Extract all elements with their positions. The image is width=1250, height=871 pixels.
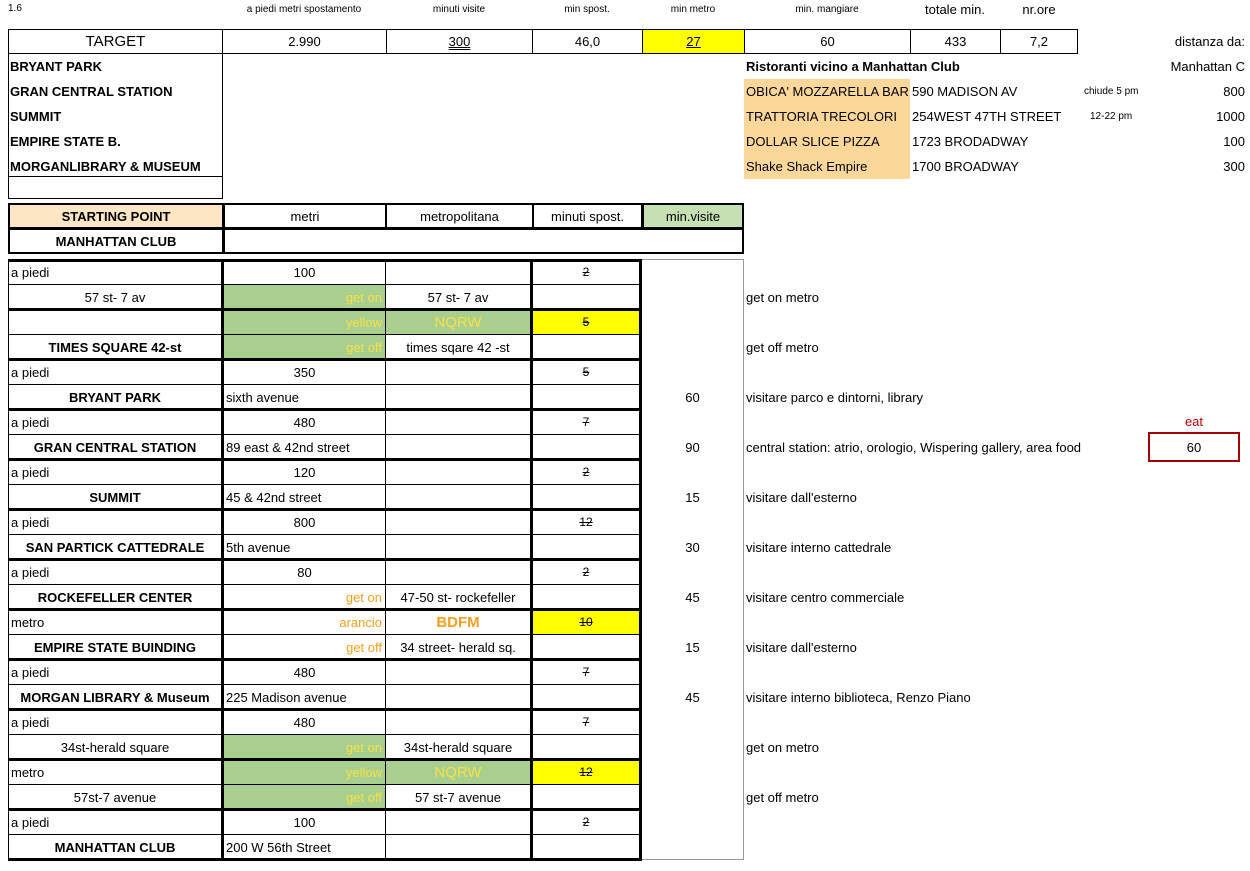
route-cell-a: BRYANT PARK xyxy=(8,385,224,410)
route-cell-d xyxy=(533,485,642,510)
route-cell-e xyxy=(642,710,744,735)
corner-label: 1.6 xyxy=(8,3,22,14)
target-visite: 300 xyxy=(386,29,533,54)
restaurant-dist: 100 xyxy=(1223,134,1245,149)
route-cell-c xyxy=(386,435,533,460)
place-item: GRAN CENTRAL STATION xyxy=(10,83,173,99)
restaurant-name: OBICA' MOZZARELLA BAR xyxy=(746,84,909,99)
restaurant-address: 590 MADISON AV xyxy=(912,84,1018,99)
route-cell-d: 5 xyxy=(533,310,642,335)
route-cell-f: visitare interno biblioteca, Renzo Piano xyxy=(746,690,971,705)
header-totale: totale min. xyxy=(925,2,985,17)
route-cell-e xyxy=(642,785,744,810)
route-cell-d: 2 xyxy=(533,260,642,285)
route-cell-b: get off xyxy=(224,335,386,360)
route-cell-f xyxy=(744,835,1144,860)
start-place-empty xyxy=(223,228,744,254)
header-metri: a piedi metri spostamento xyxy=(246,4,362,15)
eat-label: eat xyxy=(1184,413,1204,429)
route-cell-d xyxy=(533,285,642,310)
target-metri: 2.990 xyxy=(222,29,387,54)
route-cell-c xyxy=(386,685,533,710)
route-cell-a: TIMES SQUARE 42-st xyxy=(8,335,224,360)
target-spost: 46,0 xyxy=(532,29,643,54)
route-cell-c xyxy=(386,485,533,510)
route-cell-c: times sqare 42 -st xyxy=(386,335,533,360)
route-cell-b: get off xyxy=(224,635,386,660)
restaurant-name: TRATTORIA TRECOLORI xyxy=(746,109,897,124)
route-cell-b: yellow xyxy=(224,310,386,335)
route-cell-e xyxy=(642,335,744,360)
target-totale: 433 xyxy=(910,29,1001,54)
route-cell-c: 34 street- herald sq. xyxy=(386,635,533,660)
route-cell-e xyxy=(642,660,744,685)
route-cell-f: visitare dall'esterno xyxy=(746,640,857,655)
route-cell-b: 800 xyxy=(224,510,386,535)
header-mangiare: min. mangiare xyxy=(795,4,859,15)
route-cell-b: 100 xyxy=(224,810,386,835)
route-cell-c xyxy=(386,535,533,560)
place-item: SUMMIT xyxy=(10,108,62,124)
route-cell-c: NQRW xyxy=(386,760,533,785)
route-cell-e xyxy=(642,285,744,310)
route-cell-c: NQRW xyxy=(386,310,533,335)
route-cell-e xyxy=(642,260,744,285)
route-cell-f xyxy=(744,510,1144,535)
route-cell-a: MORGAN LIBRARY & Museum xyxy=(8,685,224,710)
restaurant-address: 1723 BRODADWAY xyxy=(912,134,1029,149)
target-label: TARGET xyxy=(8,29,223,54)
route-cell-f xyxy=(744,760,1144,785)
route-cell-e: 30 xyxy=(642,535,744,560)
route-cell-f xyxy=(744,410,1144,435)
restaurant-dist: 1000 xyxy=(1216,109,1245,124)
route-cell-e xyxy=(642,410,744,435)
route-cell-a: a piedi xyxy=(8,810,224,835)
route-cell-f: visitare interno cattedrale xyxy=(746,540,892,555)
route-cell-c xyxy=(386,710,533,735)
route-cell-d: 7 xyxy=(533,660,642,685)
route-cell-b: 200 W 56th Street xyxy=(224,835,386,860)
route-cell-c xyxy=(386,510,533,535)
route-cell-a: a piedi xyxy=(8,510,224,535)
route-cell-d: 2 xyxy=(533,560,642,585)
place-item: BRYANT PARK xyxy=(10,58,102,74)
route-cell-b: arancio xyxy=(224,610,386,635)
route-cell-e: 15 xyxy=(642,635,744,660)
route-cell-d xyxy=(533,635,642,660)
route-header-start: STARTING POINT xyxy=(8,203,224,229)
route-cell-d xyxy=(533,385,642,410)
header-ore: nr.ore xyxy=(1022,2,1056,17)
route-cell-c xyxy=(386,660,533,685)
route-cell-f: get on metro xyxy=(746,740,819,755)
route-cell-d xyxy=(533,735,642,760)
route-cell-c: 34st-herald square xyxy=(386,735,533,760)
route-cell-f xyxy=(744,710,1144,735)
route-cell-e: 60 xyxy=(642,385,744,410)
route-header-metro: metropolitana xyxy=(386,203,533,229)
route-cell-c xyxy=(386,410,533,435)
route-cell-f xyxy=(744,260,1144,285)
route-cell-e xyxy=(642,610,744,635)
route-cell-d: 7 xyxy=(533,710,642,735)
route-cell-b: 480 xyxy=(224,710,386,735)
route-cell-e xyxy=(642,460,744,485)
route-cell-e xyxy=(642,310,744,335)
target-ore: 7,2 xyxy=(1000,29,1078,54)
restaurant-note: chiude 5 pm xyxy=(1084,86,1139,97)
place-item: MORGANLIBRARY & MUSEUM xyxy=(10,158,201,174)
route-cell-a: a piedi xyxy=(8,410,224,435)
route-header-metri: metri xyxy=(224,203,386,229)
restaurant-address: 1700 BROADWAY xyxy=(912,159,1019,174)
route-cell-f xyxy=(744,810,1144,835)
route-cell-a: 34st-herald square xyxy=(8,735,224,760)
route-cell-b: 120 xyxy=(224,460,386,485)
route-cell-a: 57st-7 avenue xyxy=(8,785,224,810)
restaurant-note: 12-22 pm xyxy=(1090,111,1133,122)
distanza-label: distanza da: xyxy=(1174,34,1245,49)
header-visite: minuti visite xyxy=(432,4,486,15)
route-cell-a: a piedi xyxy=(8,260,224,285)
target-metro: 27 xyxy=(642,29,745,54)
restaurant-address: 254WEST 47TH STREET xyxy=(912,109,1062,124)
target-mangiare: 60 xyxy=(744,29,911,54)
route-cell-c: BDFM xyxy=(386,610,533,635)
route-cell-a: metro xyxy=(8,610,224,635)
route-cell-d xyxy=(533,685,642,710)
route-cell-a: a piedi xyxy=(8,460,224,485)
route-cell-b: get on xyxy=(224,285,386,310)
route-cell-b: 225 Madison avenue xyxy=(224,685,386,710)
route-cell-b: get on xyxy=(224,585,386,610)
route-cell-f: visitare centro commerciale xyxy=(746,590,905,605)
route-cell-f: central station: atrio, orologio, Wispering gallery, area food xyxy=(746,440,1082,455)
route-cell-c: 47-50 st- rockefeller xyxy=(386,585,533,610)
route-cell-e: 15 xyxy=(642,485,744,510)
route-cell-a: a piedi xyxy=(8,560,224,585)
route-cell-b: 89 east & 42nd street xyxy=(224,435,386,460)
route-cell-b: get on xyxy=(224,735,386,760)
route-cell-d xyxy=(533,785,642,810)
route-cell-d xyxy=(533,835,642,860)
route-cell-f: visitare dall'esterno xyxy=(746,490,857,505)
route-cell-b: 480 xyxy=(224,410,386,435)
start-place: MANHATTAN CLUB xyxy=(8,228,224,254)
route-cell-c: 57 st- 7 av xyxy=(386,285,533,310)
restaurant-dist: 300 xyxy=(1223,159,1245,174)
route-cell-a: SUMMIT xyxy=(8,485,224,510)
route-cell-e xyxy=(642,735,744,760)
route-cell-d: 10 xyxy=(533,610,642,635)
restaurant-dist: 800 xyxy=(1223,84,1245,99)
route-cell-a: a piedi xyxy=(8,360,224,385)
route-cell-e xyxy=(642,510,744,535)
route-cell-e xyxy=(642,760,744,785)
route-cell-f xyxy=(744,560,1144,585)
route-cell-c xyxy=(386,560,533,585)
route-cell-a xyxy=(8,310,224,335)
route-cell-b: 45 & 42nd street xyxy=(224,485,386,510)
header-spost: min spost. xyxy=(564,4,610,15)
route-header-visite: min.visite xyxy=(642,203,744,229)
route-cell-d: 12 xyxy=(533,760,642,785)
route-cell-a: SAN PARTICK CATTEDRALE xyxy=(8,535,224,560)
route-cell-d: 2 xyxy=(533,460,642,485)
route-cell-b: 100 xyxy=(224,260,386,285)
route-cell-c xyxy=(386,810,533,835)
eat-value: 60 xyxy=(1148,432,1240,462)
route-cell-b: yellow xyxy=(224,760,386,785)
route-cell-a: MANHATTAN CLUB xyxy=(8,835,224,860)
restaurants-from: Manhattan C xyxy=(1170,58,1245,74)
route-cell-d xyxy=(533,585,642,610)
route-cell-f xyxy=(744,660,1144,685)
route-cell-f xyxy=(744,460,1144,485)
restaurant-name: DOLLAR SLICE PIZZA xyxy=(746,134,880,149)
route-cell-a: GRAN CENTRAL STATION xyxy=(8,435,224,460)
restaurant-name: Shake Shack Empire xyxy=(746,159,868,174)
route-cell-b: sixth avenue xyxy=(224,385,386,410)
route-cell-e: 45 xyxy=(642,585,744,610)
route-cell-b: get off xyxy=(224,785,386,810)
route-header-spost: minuti spost. xyxy=(533,203,642,229)
route-cell-c xyxy=(386,360,533,385)
route-cell-c xyxy=(386,260,533,285)
route-cell-a: a piedi xyxy=(8,710,224,735)
route-cell-a: 57 st- 7 av xyxy=(8,285,224,310)
route-cell-c xyxy=(386,385,533,410)
route-cell-f xyxy=(744,610,1144,635)
route-cell-a: ROCKEFELLER CENTER xyxy=(8,585,224,610)
route-cell-d: 2 xyxy=(533,810,642,835)
route-cell-e xyxy=(642,360,744,385)
route-cell-c xyxy=(386,835,533,860)
route-cell-c xyxy=(386,460,533,485)
route-cell-d: 12 xyxy=(533,510,642,535)
route-cell-a: a piedi xyxy=(8,660,224,685)
route-cell-d xyxy=(533,535,642,560)
route-cell-e: 90 xyxy=(642,435,744,460)
route-cell-c: 57 st-7 avenue xyxy=(386,785,533,810)
route-cell-b: 5th avenue xyxy=(224,535,386,560)
route-cell-b: 80 xyxy=(224,560,386,585)
route-cell-b: 350 xyxy=(224,360,386,385)
route-cell-d: 7 xyxy=(533,410,642,435)
route-cell-f: get on metro xyxy=(746,290,819,305)
route-cell-e xyxy=(642,810,744,835)
route-cell-d xyxy=(533,335,642,360)
route-cell-e xyxy=(642,560,744,585)
route-cell-b: 480 xyxy=(224,660,386,685)
route-cell-d: 5 xyxy=(533,360,642,385)
restaurants-title: Ristoranti vicino a Manhattan Club xyxy=(746,58,960,74)
route-cell-a: metro xyxy=(8,760,224,785)
route-cell-f xyxy=(744,360,1144,385)
route-cell-f xyxy=(744,310,1144,335)
route-cell-a: EMPIRE STATE BUINDING xyxy=(8,635,224,660)
route-cell-e: 45 xyxy=(642,685,744,710)
route-cell-f: get off metro xyxy=(746,340,819,355)
route-cell-e xyxy=(642,835,744,860)
header-metro: min metro xyxy=(670,4,716,15)
route-cell-d xyxy=(533,435,642,460)
place-item: EMPIRE STATE B. xyxy=(10,133,121,149)
route-cell-f: get off metro xyxy=(746,790,819,805)
route-cell-f: visitare parco e dintorni, library xyxy=(746,390,924,405)
